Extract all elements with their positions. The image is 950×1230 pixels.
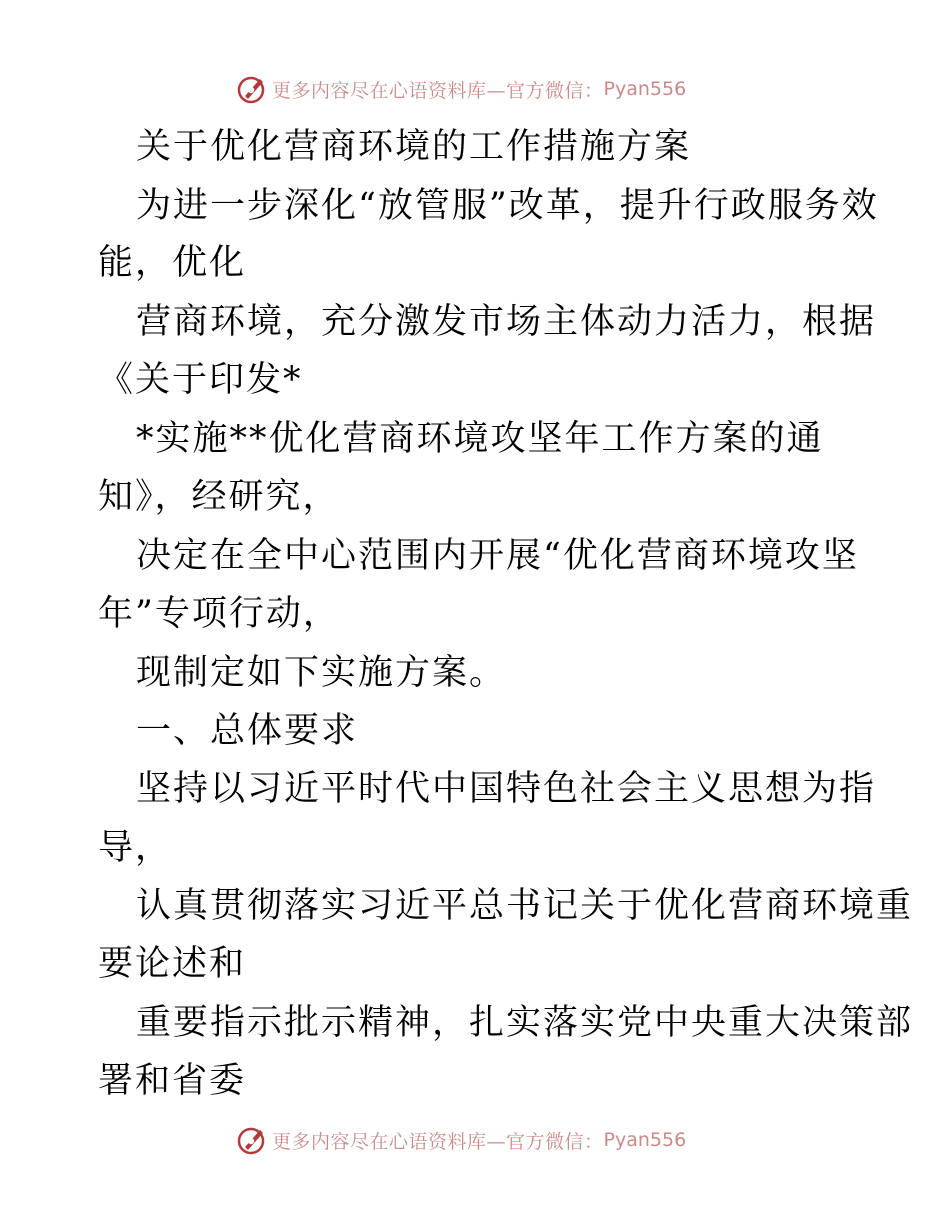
watermark-contact: Pyan556	[603, 78, 687, 100]
paragraph-line: 知》，经研究，	[98, 477, 340, 517]
document-title: 关于优化营商环境的工作措施方案	[136, 127, 692, 167]
watermark-text: 更多内容尽在心语资料库—官方微信：	[272, 1130, 604, 1153]
paragraph-line: 导，	[98, 828, 173, 868]
paragraph-line: 署和省委	[98, 1061, 247, 1101]
paragraph-line: 年”专项行动，	[98, 594, 340, 634]
paragraph-line: 认真贯彻落实习近平总书记关于优化营商环境重	[136, 886, 914, 926]
paragraph-line: 现制定如下实施方案。	[136, 653, 507, 693]
paragraph-line: *实施**优化营商环境攻坚年工作方案的通	[136, 419, 824, 459]
pen-seal-logo-icon	[236, 73, 268, 105]
paragraph-line: 《关于印发*	[98, 360, 303, 400]
paragraph-line: 要论述和	[98, 944, 247, 984]
header-watermark	[236, 72, 686, 106]
pen-seal-logo-icon	[236, 1124, 268, 1156]
paragraph-line: 能，优化	[98, 243, 247, 283]
section-heading: 一、总体要求	[136, 711, 359, 751]
watermark-contact: Pyan556	[603, 1129, 687, 1151]
watermark-text: 更多内容尽在心语资料库—官方微信：	[272, 79, 604, 102]
paragraph-line: 坚持以习近平时代中国特色社会主义思想为指	[136, 769, 877, 809]
paragraph-line: 营商环境，充分激发市场主体动力活力，根据	[136, 302, 877, 342]
paragraph-line: 为进一步深化“放管服”改革，提升行政服务效	[136, 186, 879, 226]
paragraph-line: 重要指示批示精神，扎实落实党中央重大决策部	[136, 1003, 914, 1043]
paragraph-line: 决定在全中心范围内开展“优化营商环境攻坚	[136, 536, 859, 576]
footer-watermark	[236, 1123, 686, 1157]
